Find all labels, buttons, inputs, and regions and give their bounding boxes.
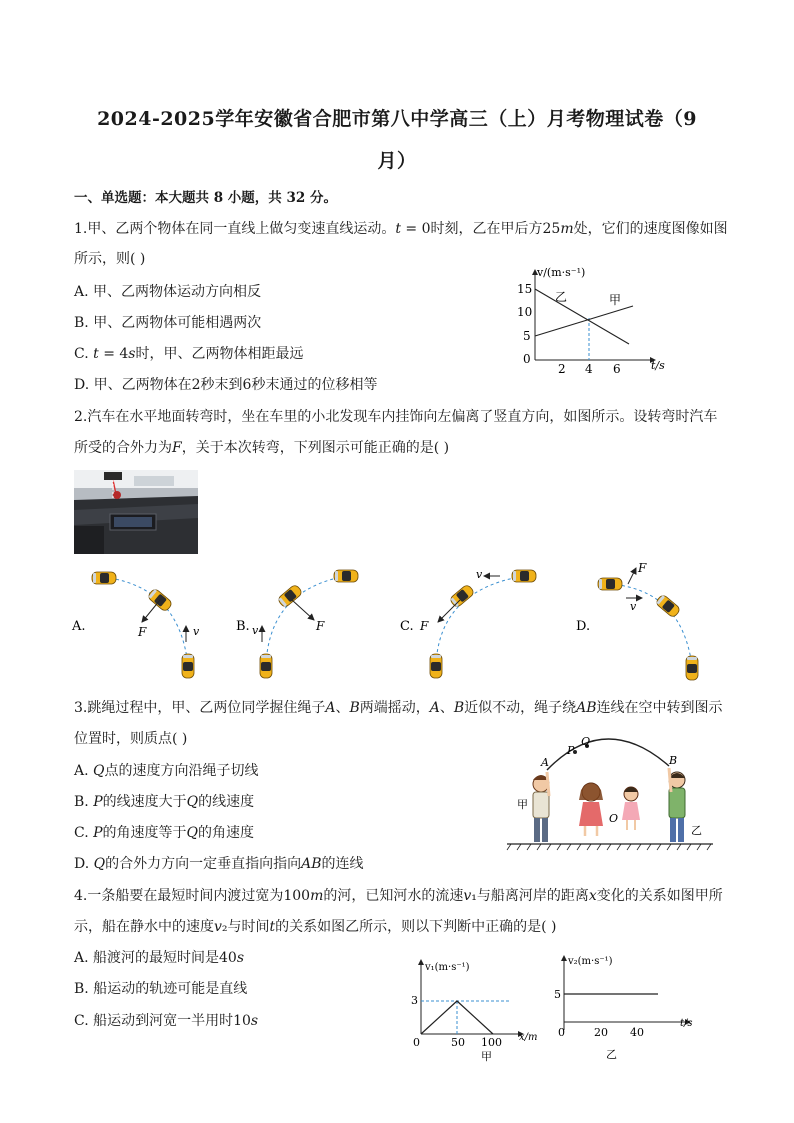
q4-yi-xtick-40: 40	[630, 1026, 644, 1039]
q1-option-b[interactable]: B. 甲、乙两物体可能相遇两次	[74, 315, 262, 331]
q1-ytick-10: 10	[517, 305, 533, 319]
q1-xtick-6: 6	[613, 362, 621, 376]
q2-d-velocity-label: v	[630, 600, 637, 613]
q2-option-c[interactable]: C.	[400, 619, 414, 634]
q2-option-c-figure[interactable]	[419, 568, 536, 678]
q2-options-figure	[70, 560, 730, 688]
q3-stem-line2: 位置时，则质点( )	[74, 731, 188, 747]
section-heading: 一、单选题：本大题共 8 小题，共 32 分。	[74, 190, 337, 206]
q2-option-a[interactable]: A.	[72, 619, 86, 634]
q2-c-force-label: F	[420, 619, 429, 633]
q1-xtick-2: 2	[558, 362, 566, 376]
q1-option-c[interactable]: C. 𝑡 = 4𝑠时，甲、乙两物体相距最远	[74, 346, 304, 362]
q3-option-a[interactable]: A. 𝑄点的速度方向沿绳子切线	[74, 763, 259, 779]
q3-label-b: B	[669, 754, 678, 767]
q4-yi-xlabel: t/s	[680, 1018, 693, 1029]
paper-title-line2: 月）	[377, 150, 417, 172]
q4-chart-jia	[405, 952, 545, 1062]
q1-label-jia: 甲	[609, 293, 622, 307]
q2-c-velocity-label: v	[476, 568, 483, 581]
q4-jia-caption: 甲	[481, 1050, 492, 1062]
q3-jump-rope-figure	[505, 736, 715, 854]
q1-stem-line2: 所示，则( )	[74, 251, 146, 267]
q3-label-a: A	[541, 756, 549, 769]
q4-jia-xtick-50: 50	[451, 1036, 465, 1049]
q4-yi-caption: 乙	[606, 1048, 617, 1061]
q2-option-d[interactable]: D.	[576, 619, 591, 634]
q1-ytick-15: 15	[517, 282, 533, 296]
q4-yi-ytick: 5	[554, 988, 561, 1001]
q1-xtick-4: 4	[585, 362, 593, 376]
q3-option-c[interactable]: C. 𝑃的角速度等于𝑄的角速度	[74, 825, 255, 841]
q1-stem-line1: 1.甲、乙两个物体在同一直线上做匀变速直线运动。𝑡 = 0时刻，乙在甲后方25𝑚处，它们的速度图像如图	[74, 221, 728, 237]
q1-velocity-chart	[505, 262, 675, 380]
q4-stem-line1: 4.一条船要在最短时间内渡过宽为100𝑚的河，已知河水的流速𝑣₁与船离河岸的距离𝑥变化的关系如图甲所	[74, 888, 723, 904]
q2-b-force-label: F	[316, 619, 325, 633]
q1-option-d[interactable]: D. 甲、乙两物体在2秒末到6秒末通过的位移相等	[74, 377, 378, 393]
q3-label-q: Q	[581, 736, 591, 748]
paper-title-line1: 2024-2025学年安徽省合肥市第八中学高三（上）月考物理试卷（9	[97, 108, 697, 130]
q4-option-a[interactable]: A. 船渡河的最短时间是40𝑠	[74, 950, 245, 966]
q1-ylabel: v/(m·s⁻¹)	[537, 266, 586, 279]
q4-jia-xtick-100: 100	[481, 1036, 502, 1049]
q4-option-c[interactable]: C. 船运动到河宽一半用时10𝑠	[74, 1013, 259, 1029]
q1-option-a[interactable]: A. 甲、乙两物体运动方向相反	[74, 284, 262, 300]
rope	[547, 739, 669, 770]
q2-stem-line1: 2.汽车在水平地面转弯时，坐在车里的小北发现车内挂饰向左偏离了竖直方向，如图所示。设转弯时汽车	[74, 409, 718, 425]
q2-b-velocity-label: v	[252, 624, 259, 637]
q2-option-d-figure[interactable]	[598, 561, 698, 680]
q1-label-yi: 乙	[555, 290, 568, 304]
car-interior-photo	[74, 470, 198, 554]
q2-d-force-label: F	[638, 561, 647, 575]
q4-option-b[interactable]: B. 船运动的轨迹可能是直线	[74, 981, 248, 997]
q3-label-jia: 甲	[517, 798, 528, 811]
q2-a-velocity-label: v	[193, 625, 200, 638]
q3-option-d[interactable]: D. 𝑄的合外力方向一定垂直指向指向𝐴𝐵的连线	[74, 856, 364, 872]
q1-ytick-5: 5	[523, 329, 531, 343]
q2-stem-line2: 所受的合外力为𝐹，关于本次转弯，下列图示可能正确的是( )	[74, 440, 450, 456]
q3-label-p: P	[567, 744, 575, 757]
q4-yi-ylabel: v₂(m·s⁻¹)	[568, 956, 613, 967]
q3-label-o: O	[609, 812, 619, 825]
q1-xlabel: t/s	[651, 359, 665, 372]
q1-line-jia	[535, 306, 633, 336]
q4-stem-line2: 示，船在静水中的速度𝑣₂与时间𝑡的关系如图乙所示，则以下判断中正确的是( )	[74, 919, 557, 935]
q4-jia-ytick: 3	[411, 994, 418, 1007]
q4-jia-ylabel: v₁(m·s⁻¹)	[425, 962, 470, 973]
q2-option-b[interactable]: B.	[236, 619, 250, 634]
q4-jia-xtick-0: 0	[413, 1036, 420, 1049]
q1-ytick-0: 0	[523, 352, 531, 366]
q2-a-force-label: F	[138, 625, 147, 639]
q3-option-b[interactable]: B. 𝑃的线速度大于𝑄的线速度	[74, 794, 255, 810]
q4-yi-xtick-20: 20	[594, 1026, 608, 1039]
q2-option-a-figure[interactable]	[92, 572, 200, 678]
q4-yi-xtick-0: 0	[558, 1026, 565, 1039]
q3-label-yi: 乙	[691, 824, 702, 837]
q4-jia-xlabel: x/m	[519, 1032, 538, 1043]
q2-option-b-figure[interactable]	[252, 570, 358, 678]
q4-chart-yi	[550, 950, 700, 1062]
q3-stem-line1: 3.跳绳过程中，甲、乙两位同学握住绳子𝐴、𝐵两端摇动，𝐴、𝐵近似不动，绳子绕𝐴𝐵连线在空中转到图示	[74, 700, 723, 716]
